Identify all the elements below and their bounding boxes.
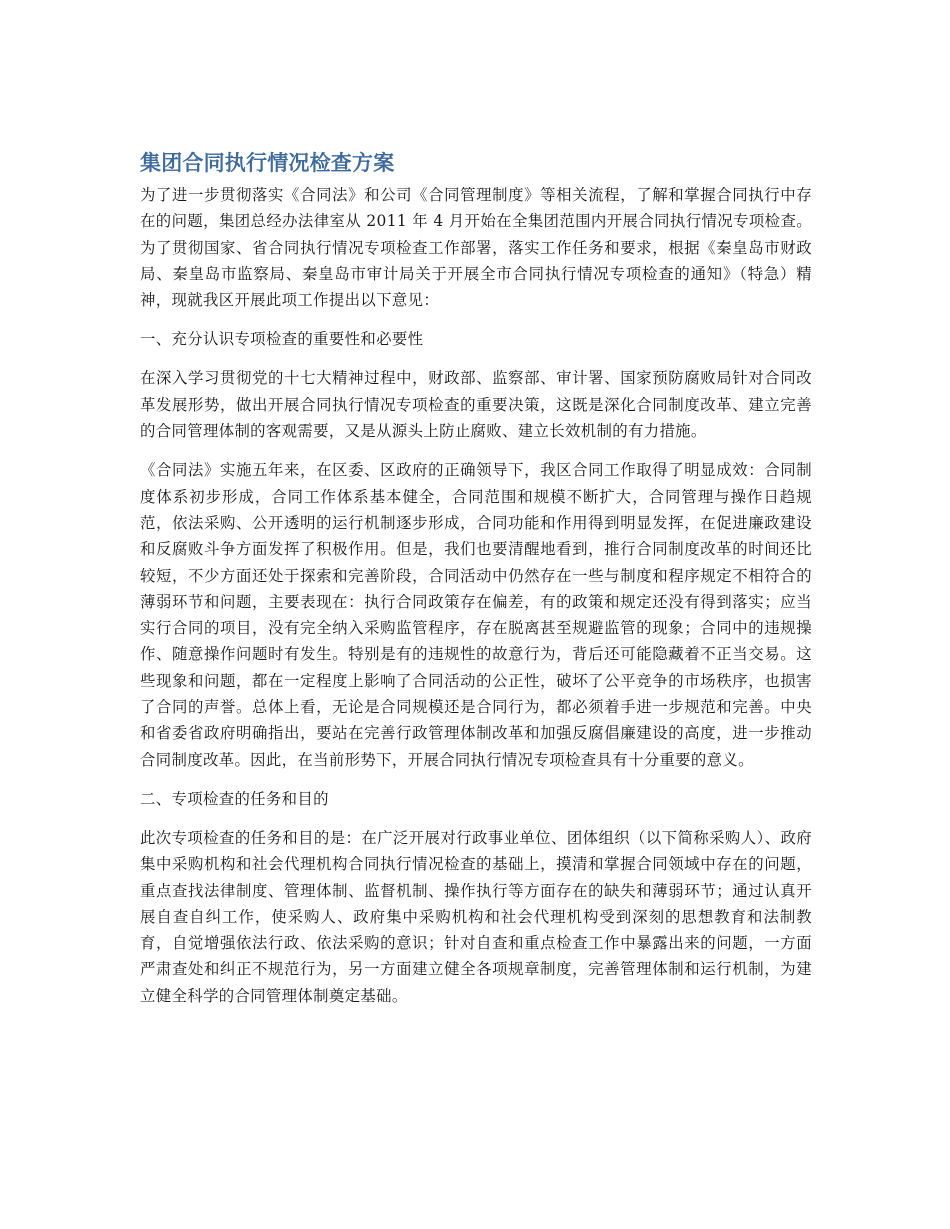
section-1: [140, 326, 812, 772]
document-page: [140, 148, 812, 1009]
section-paragraph: 《合同法》实施五年来，在区委、区政府的正确领导下，我区合同工作取得了明显成效：合同制度体系初步形成，合同工作体系基本健全，合同范围和规模不断扩大，合同管理与操作日趋规范，依法采购、公开透明的运行机制逐步形成，合同功能和作用得到明显发挥，在促进廉政建设和反腐败斗争方面发挥了积极作用。但是，我们也要清醒地看到，推行合同制度改革的时间还比较短，不少方面还处于探索和完善阶段，合同活动中仍然存在一些与制度和程序规定不相符合的薄弱环节和问题，主要表现在：执行合同政策存在偏差，有的政策和规定还没有得到落实；应当实行合同的项目，没有完全纳入采购监管程序，存在脱离甚至规避监管的现象；合同中的违规操作、随意操作问题时有发生。特别是有的违规性的故意行为，背后还可能隐藏着不正当交易。这些现象和问题，都在一定程度上影响了合同活动的公正性，破坏了公平竞争的市场秩序，也损害了合同的声誉。总体上看，无论是合同规模还是合同行为，都必须着手进一步规范和完善。中央和省委省政府明确指出，要站在完善行政管理体制改革和加强反腐倡廉建设的高度，进一步推动合同制度改革。因此，在当前形势下，开展合同执行情况专项检查具有十分重要的意义。: [140, 461, 812, 769]
section-paragraph: 在深入学习贯彻党的十七大精神过程中，财政部、监察部、审计署、国家预防腐败局针对合同改革发展形势，做出开展合同执行情况专项检查的重要决策，这既是深化合同制度改革、建立完善的合同管理体制的客观需要，又是从源头上防止腐败、建立长效机制的有力措施。: [140, 369, 812, 441]
document-title: 集团合同执行情况检查方案: [140, 151, 395, 175]
section-heading: 一、充分认识专项检查的重要性和必要性: [140, 330, 424, 349]
section-heading: 二、专项检查的任务和目的: [140, 789, 329, 808]
section-paragraph: 此次专项检查的任务和目的是：在广泛开展对行政事业单位、团体组织（以下简称采购人）、政府集中采购机构和社会代理机构合同执行情况检查的基础上，摸清和掌握合同领域中存在的问题，重点查找法律制度、管理体制、监督机制、操作执行等方面存在的缺失和薄弱环节；通过认真开展自查自纠工作，使采购人、政府集中采购机构和社会代理机构受到深刻的思想教育和法制教育，自觉增强依法行政、依法采购的意识；针对自查和重点检查工作中暴露出来的问题，一方面严肃查处和纠正不规范行为，另一方面建立健全各项规章制度，完善管理体制和运行机制，为建立健全科学的合同管理体制奠定基础。: [140, 828, 812, 1005]
section-2: [140, 786, 812, 1009]
intro-paragraph: 为了进一步贯彻落实《合同法》和公司《合同管理制度》等相关流程，了解和掌握合同执行中存在的问题，集团总经办法律室从 2011 年 4 月开始在全集团范围内开展合同执行情况专项检查。为了贯彻国家、省合同执行情况专项检查工作部署，落实工作任务和要求，根据《秦皇岛市财政局、秦皇岛市监察局、秦皇岛市审计局关于开展全市合同执行情况专项检查的通知》（特急）精神，现就我区开展此项工作提出以下意见：: [140, 186, 812, 310]
